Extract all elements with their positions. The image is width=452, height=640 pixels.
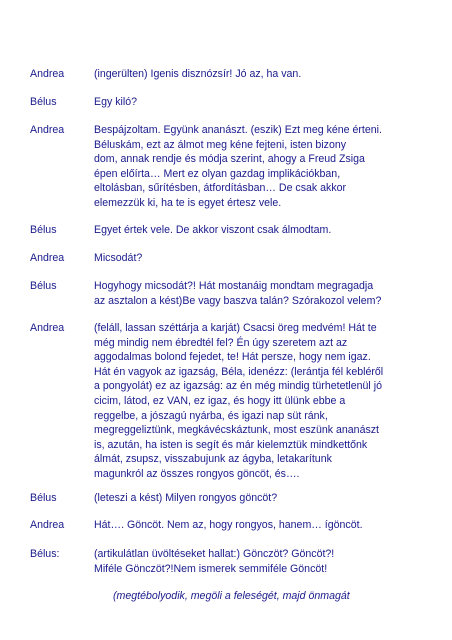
dialogue-text: (ingerülten) Igenis disznózsír! Jó az, ha van.: [94, 68, 302, 80]
speaker-name: Andrea: [30, 252, 65, 264]
speaker-name: Bélus: [30, 492, 57, 504]
dialogue-text: Hogyhogy micsodát?! Hát mostanáig mondtam megragadja az asztalon a kést)Be vagy baszva talán? Szórakozol velem?: [94, 280, 382, 307]
speaker-name: Bélus:: [30, 548, 60, 560]
dialogue-text: (feláll, lassan széttárja a karját) Csacsi öreg medvém! Hát te még mindig nem ébredtél fel? Én úgy szeretem azt az aggodalmas bolond fejedet, te! Hát persze, hogy nem igaz. Hát én vagyok az igazság, Béla, idenézz: (lerántja fél kebléről a pongyolát) ez az igazság: az én még mindig türhetetlenül jó cicim, látod, ez VAN, ez igaz, és hogy itt ülünk ebbe a reggelbe, a jószagú nyárba, és igazi nap süt ránk, megreggeliztünk, megkávécskáztunk, most eszünk ananászt is, azután, ha isten is segít és már kielemztük mindkettőnk álmát, zsupsz, visszabujunk az ágyba, letakarítunk magunkról az összes rongyos göncöt, és….: [94, 322, 384, 480]
dialogue-text: Egy kiló?: [94, 96, 137, 108]
speaker-name: Andrea: [30, 124, 65, 136]
speaker-name: Andrea: [30, 68, 65, 80]
dialogue-text: Egyet értek vele. De akkor viszont csak álmodtam.: [94, 224, 332, 236]
speaker-name: Bélus: [30, 280, 57, 292]
dialogue-text: (artikulátlan üvöltéseket hallat:) Gönczöt? Göncöt?! Miféle Gönczöt?!Nem ismerek semmiféle Göncöt!: [94, 548, 335, 575]
dialogue-text: Micsodát?: [94, 252, 143, 264]
speaker-name: Andrea: [30, 322, 65, 334]
speaker-name: Andrea: [30, 519, 65, 531]
dialogue-text: Bespájzoltam. Együnk ananászt. (eszik) Ezt meg kéne érteni. Béluskám, ezt az álmot meg kéne fejteni, isten bizony dom, annak rendje és módja szerint, ahogy a Freud Zsiga épen előírta… Mert ez olyan gazdag implikációkban, eltolásban, sűrítésben, átfordításban… De csak akkor elemezzük ki, ha te is egyet értesz vele.: [94, 124, 382, 209]
dialogue-text: (leteszi a kést) Milyen rongyos göncöt?: [94, 492, 278, 504]
stage-direction: (megtébolyodik, megöli a feleségét, majd önmagát: [113, 590, 350, 602]
speaker-name: Bélus: [30, 224, 57, 236]
dialogue-text: Hát…. Göncöt. Nem az, hogy rongyos, hanem… ígöncöt.: [94, 519, 363, 531]
speaker-name: Bélus: [30, 96, 57, 108]
